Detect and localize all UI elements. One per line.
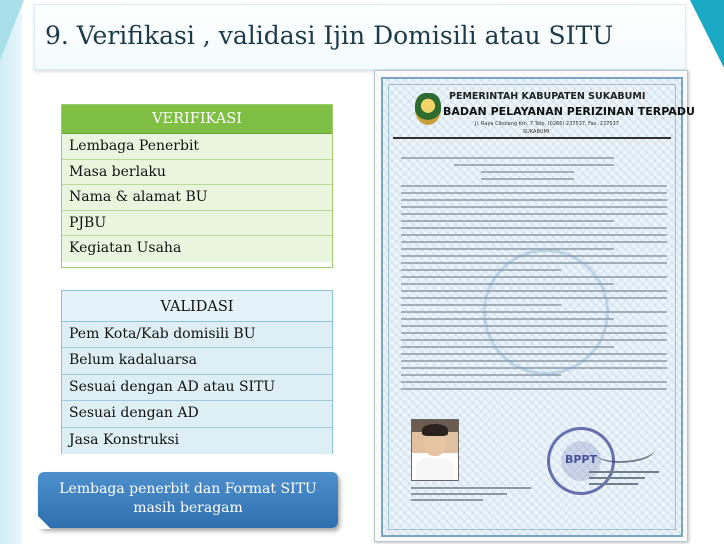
validasi-item: Sesuai dengan AD atau SITU bbox=[62, 375, 332, 401]
title-banner bbox=[34, 4, 686, 70]
certificate-government: PEMERINTAH KABUPATEN SUKABUMI bbox=[449, 91, 646, 102]
validasi-item: Jasa Konstruksi bbox=[62, 428, 332, 454]
left-corner-decoration bbox=[0, 0, 24, 60]
certificate-city: SUKABUMI bbox=[523, 129, 550, 135]
verifikasi-item: Nama & alamat BU bbox=[62, 185, 332, 211]
applicant-photo bbox=[411, 419, 459, 481]
validasi-item: Belum kadaluarsa bbox=[62, 348, 332, 374]
note-callout bbox=[38, 472, 338, 528]
left-decoration-bar bbox=[0, 0, 22, 544]
validasi-item: Sesuai dengan AD bbox=[62, 401, 332, 427]
certificate-address: Jl. Raya Cibolang Km. 7 Telp. (0266) 237537, Fax. 237537 bbox=[475, 121, 619, 127]
certificate-document bbox=[374, 70, 695, 542]
right-corner-decoration bbox=[690, 0, 724, 68]
watermark-seal-icon bbox=[483, 249, 609, 375]
verifikasi-item: Masa berlaku bbox=[62, 160, 332, 186]
verifikasi-item: Kegiatan Usaha bbox=[62, 236, 332, 262]
certificate-frame bbox=[381, 77, 695, 537]
verifikasi-item: Lembaga Penerbit bbox=[62, 134, 332, 160]
validasi-header: VALIDASI bbox=[62, 291, 332, 322]
certificate-footer-text bbox=[411, 487, 531, 505]
validasi-item: Pem Kota/Kab domisili BU bbox=[62, 322, 332, 348]
callout-notch bbox=[37, 515, 51, 529]
note-line-1: Lembaga penerbit dan Format SITU bbox=[59, 481, 317, 497]
stamp-label: BPPT bbox=[564, 453, 597, 466]
note-line-2: masih beragam bbox=[133, 500, 243, 516]
validasi-table bbox=[61, 290, 333, 454]
slide-title: 9. Verifikasi , validasi Ijin Domisili atau SITU bbox=[45, 21, 614, 50]
verifikasi-item: PJBU bbox=[62, 211, 332, 237]
certificate-agency: BADAN PELAYANAN PERIZINAN TERPADU bbox=[443, 105, 695, 118]
verifikasi-header: VERIFIKASI bbox=[62, 105, 332, 134]
verifikasi-table bbox=[61, 104, 333, 268]
letterhead-rule bbox=[393, 137, 671, 139]
regency-emblem-icon bbox=[415, 93, 441, 125]
signatory-text bbox=[589, 471, 659, 489]
